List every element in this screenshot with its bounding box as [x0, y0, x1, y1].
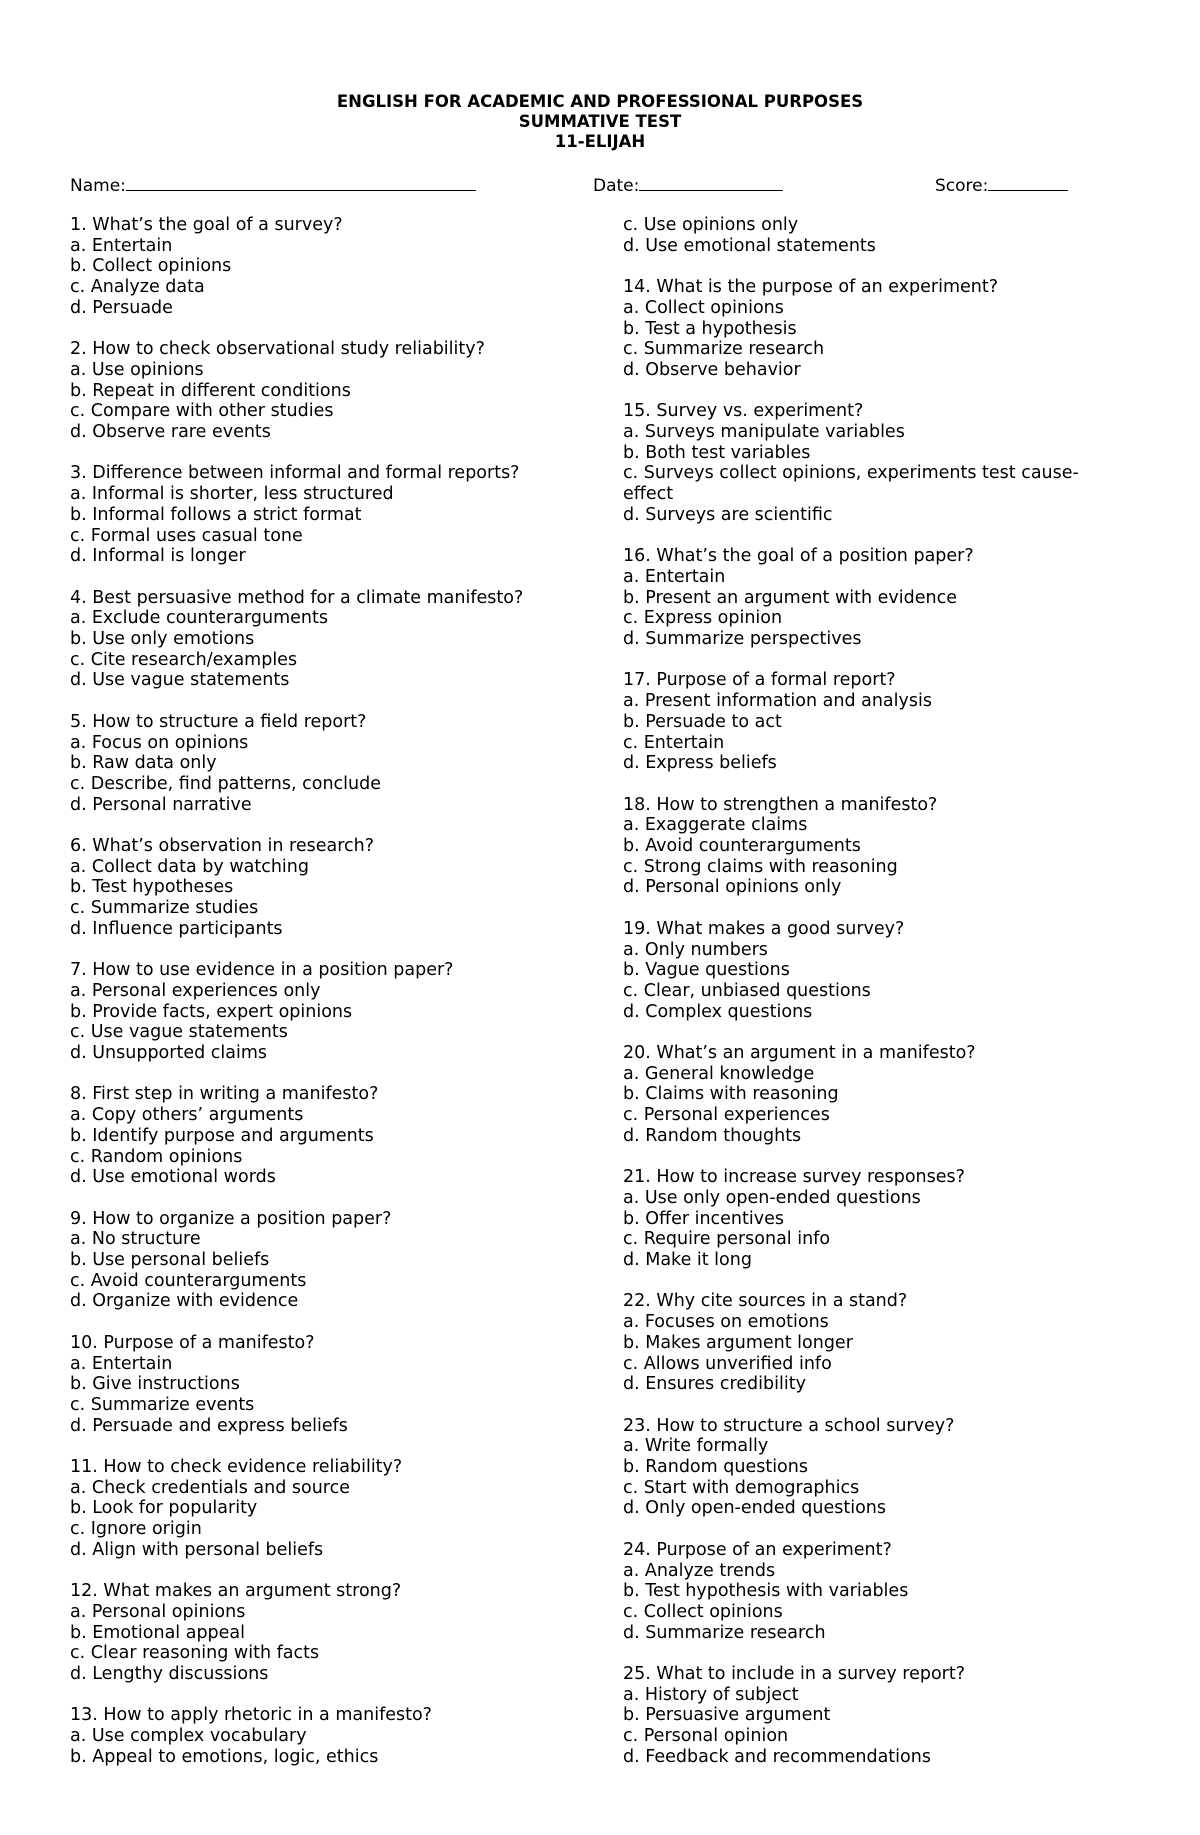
question-21 [623, 1167, 1093, 1271]
question-5 [70, 712, 590, 816]
option-d: d. Lengthy discussions [70, 1664, 269, 1685]
question-stem: 6. What’s observation in research? [70, 836, 375, 857]
question-stem: 8. First step in writing a manifesto? [70, 1084, 379, 1105]
document-subtitle: SUMMATIVE TEST [518, 112, 682, 131]
option-c: c. Personal experiences [623, 1105, 830, 1126]
question-19 [623, 919, 1093, 1023]
question-24 [623, 1540, 1093, 1644]
option-c: c. Formal uses casual tone [70, 525, 303, 546]
option-b: b. Look for popularity [70, 1498, 258, 1519]
document-header [0, 92, 1200, 152]
question-18 [623, 795, 1093, 899]
option-b: b. Claims with reasoning [623, 1084, 839, 1105]
option-b: b. Avoid counterarguments [623, 836, 861, 857]
option-c: c. Analyze data [70, 277, 205, 298]
option-b: b. Use personal beliefs [70, 1250, 270, 1271]
option-c: c. Entertain [623, 732, 725, 753]
option-c: c. Avoid counterarguments [70, 1270, 307, 1291]
option-a: a. Surveys manipulate variables [623, 422, 905, 442]
option-d: d. Personal opinions only [623, 877, 842, 898]
question-stem: 13. How to apply rhetoric in a manifesto? [70, 1705, 432, 1726]
option-d: d. Informal is longer [70, 546, 246, 567]
question-stem: 12. What makes an argument strong? [70, 1581, 402, 1602]
option-d: d. Organize with evidence [70, 1291, 299, 1312]
option-c: c. Random opinions [70, 1146, 243, 1167]
question-stem: 4. Best persuasive method for a climate manifesto? [70, 587, 524, 608]
option-d: d. Unsupported claims [70, 1043, 267, 1064]
question-17 [623, 670, 1093, 774]
option-d: d. Surveys are scientific [623, 504, 833, 525]
option-d: d. Use emotional statements [623, 235, 876, 256]
question-3 [70, 463, 590, 567]
option-a: a. Entertain [70, 1353, 173, 1374]
question-16 [623, 546, 1093, 650]
option-a: a. General knowledge [623, 1063, 815, 1084]
option-c: c. Compare with other studies [70, 401, 334, 422]
question-stem: 10. Purpose of a manifesto? [70, 1332, 315, 1353]
option-c: c. Summarize events [70, 1394, 255, 1415]
option-a: a. Collect data by watching [70, 856, 309, 877]
name-field [70, 174, 476, 196]
question-stem: 15. Survey vs. experiment? [623, 401, 864, 422]
option-a: a. Present information and analysis [623, 691, 932, 712]
option-c: c. Personal opinion [623, 1726, 789, 1747]
option-a: a. Copy others’ arguments [70, 1105, 304, 1126]
option-d: d. Use emotional words [70, 1167, 276, 1188]
question-11 [70, 1457, 590, 1561]
option-c: c. Surveys collect opinions, experiments test cause- effect [623, 463, 1079, 505]
option-c: c. Summarize research [623, 339, 825, 360]
option-a: a. Focuses on emotions [623, 1312, 829, 1333]
option-b: b. Persuade to act [623, 711, 782, 732]
option-c: c. Start with demographics [623, 1477, 860, 1498]
option-b: b. Test hypothesis with variables [623, 1581, 909, 1602]
question-stem: 20. What’s an argument in a manifesto? [623, 1043, 976, 1064]
option-b: b. Random questions [623, 1457, 808, 1478]
class-section: 11-ELIJAH [554, 132, 646, 151]
option-a: a. History of subject [623, 1684, 799, 1705]
question-stem: 5. How to structure a field report? [70, 711, 367, 732]
option-b: b. Collect opinions [70, 256, 232, 277]
question-stem: 21. How to increase survey responses? [623, 1167, 965, 1188]
option-d: d. Summarize research [623, 1622, 826, 1643]
option-a: a. No structure [70, 1229, 201, 1250]
right-column [623, 215, 1093, 1788]
option-c: c. Express opinion [623, 608, 783, 629]
option-c: c. Clear reasoning with facts [70, 1643, 320, 1664]
option-b: b. Identify purpose and arguments [70, 1125, 374, 1146]
option-d: d. Express beliefs [623, 753, 777, 774]
question-stem: 9. How to organize a position paper? [70, 1208, 392, 1229]
question-stem: 18. How to strengthen a manifesto? [623, 794, 938, 815]
date-label: Date: [593, 176, 640, 196]
question-4 [70, 588, 590, 692]
option-a: a. Use only open-ended questions [623, 1187, 921, 1208]
question-stem: 11. How to check evidence reliability? [70, 1457, 403, 1478]
option-a: a. Personal opinions [70, 1601, 246, 1622]
option-b: b. Provide facts, expert opinions [70, 1001, 353, 1022]
option-c: c. Summarize studies [70, 898, 259, 919]
question-7 [70, 960, 590, 1064]
option-d: d. Random thoughts [623, 1125, 802, 1146]
option-b: b. Emotional appeal [70, 1622, 246, 1643]
option-b: b. Offer incentives [623, 1208, 784, 1229]
document-title: ENGLISH FOR ACADEMIC AND PROFESSIONAL PURPOSES [336, 92, 864, 111]
option-d: d. Influence participants [70, 918, 283, 939]
option-d: d. Complex questions [623, 1001, 813, 1022]
score-field [935, 174, 1068, 196]
option-b: b. Give instructions [70, 1374, 240, 1395]
option-a: a. Use opinions [70, 359, 204, 380]
question-stem: 22. Why cite sources in a stand? [623, 1291, 908, 1312]
question-stem: 17. Purpose of a formal report? [623, 670, 896, 691]
score-label: Score: [935, 176, 989, 196]
option-c: c. Collect opinions [623, 1601, 783, 1622]
option-d: d. Feedback and recommendations [623, 1746, 931, 1767]
option-a: a. Write formally [623, 1436, 769, 1457]
option-b: b. Repeat in different conditions [70, 380, 351, 401]
question-2 [70, 339, 590, 443]
date-field [593, 174, 783, 196]
option-b: b. Makes argument longer [623, 1332, 853, 1353]
question-stem: 24. Purpose of an experiment? [623, 1539, 892, 1560]
option-d: d. Persuade and express beliefs [70, 1415, 348, 1436]
question-15 [623, 401, 1093, 525]
option-d: d. Align with personal beliefs [70, 1539, 324, 1560]
question-stem: 1. What’s the goal of a survey? [70, 215, 343, 235]
question-8 [70, 1084, 590, 1188]
question-13 [70, 1705, 590, 1767]
option-b: b. Test a hypothesis [623, 318, 797, 339]
question-25 [623, 1664, 1093, 1768]
option-b: b. Use only emotions [70, 629, 255, 650]
option-c: c. Cite research/examples [70, 649, 298, 670]
question-stem: 14. What is the purpose of an experiment? [623, 277, 999, 298]
option-a: a. Only numbers [623, 939, 768, 960]
option-c: c. Clear, unbiased questions [623, 980, 871, 1001]
score-blank[interactable] [988, 174, 1068, 191]
left-column [70, 215, 590, 1788]
option-d: d. Ensures credibility [623, 1374, 806, 1395]
option-a: a. Analyze trends [623, 1560, 776, 1581]
question-stem: 7. How to use evidence in a position paper? [70, 960, 454, 981]
option-a: a. Exclude counterarguments [70, 608, 328, 629]
option-b: b. Informal follows a strict format [70, 504, 362, 525]
question-13-continued [623, 215, 1093, 256]
option-c: c. Use vague statements [70, 1022, 288, 1043]
option-b: b. Appeal to emotions, logic, ethics [70, 1746, 379, 1767]
option-b: b. Both test variables [623, 442, 811, 463]
option-d: d. Make it long [623, 1250, 752, 1271]
option-d: d. Observe rare events [70, 422, 271, 443]
option-d: d. Persuade [70, 297, 173, 318]
option-d: d. Use vague statements [70, 670, 290, 691]
question-1 [70, 215, 590, 319]
option-c: c. Use opinions only [623, 215, 799, 235]
question-stem: 23. How to structure a school survey? [623, 1415, 955, 1436]
question-12 [70, 1581, 590, 1685]
option-d: d. Only open-ended questions [623, 1498, 886, 1519]
option-b: b. Raw data only [70, 753, 217, 774]
question-9 [70, 1209, 590, 1313]
option-a: a. Collect opinions [623, 297, 784, 318]
question-stem: 3. Difference between informal and formal reports? [70, 463, 520, 484]
option-c: c. Require personal info [623, 1229, 831, 1250]
question-stem: 25. What to include in a survey report? [623, 1664, 966, 1685]
date-blank[interactable] [639, 174, 783, 191]
option-a: a. Entertain [623, 566, 726, 587]
option-a: a. Informal is shorter, less structured [70, 484, 394, 505]
option-c: c. Describe, find patterns, conclude [70, 773, 381, 794]
question-22 [623, 1291, 1093, 1395]
name-blank[interactable] [126, 174, 476, 191]
name-label: Name: [70, 176, 126, 196]
option-c: c. Allows unverified info [623, 1353, 832, 1374]
option-b: b. Present an argument with evidence [623, 587, 958, 608]
question-stem: 19. What makes a good survey? [623, 918, 905, 939]
option-a: a. Exaggerate claims [623, 815, 808, 836]
question-6 [70, 836, 590, 940]
option-c: c. Strong claims with reasoning [623, 856, 898, 877]
question-20 [623, 1043, 1093, 1147]
option-a: a. Personal experiences only [70, 980, 321, 1001]
question-10 [70, 1333, 590, 1437]
option-a: a. Check credentials and source [70, 1477, 350, 1498]
question-stem: 16. What’s the goal of a position paper? [623, 546, 974, 567]
question-stem: 2. How to check observational study reliability? [70, 339, 485, 360]
option-a: a. Use complex vocabulary [70, 1726, 307, 1747]
question-23 [623, 1416, 1093, 1520]
option-c: c. Ignore origin [70, 1519, 202, 1540]
option-b: b. Test hypotheses [70, 877, 234, 898]
option-b: b. Persuasive argument [623, 1705, 831, 1726]
option-d: d. Observe behavior [623, 359, 801, 380]
option-d: d. Summarize perspectives [623, 629, 862, 650]
option-a: a. Entertain [70, 235, 173, 256]
option-a: a. Focus on opinions [70, 732, 249, 753]
option-b: b. Vague questions [623, 960, 790, 981]
question-14 [623, 277, 1093, 381]
option-d: d. Personal narrative [70, 794, 252, 815]
